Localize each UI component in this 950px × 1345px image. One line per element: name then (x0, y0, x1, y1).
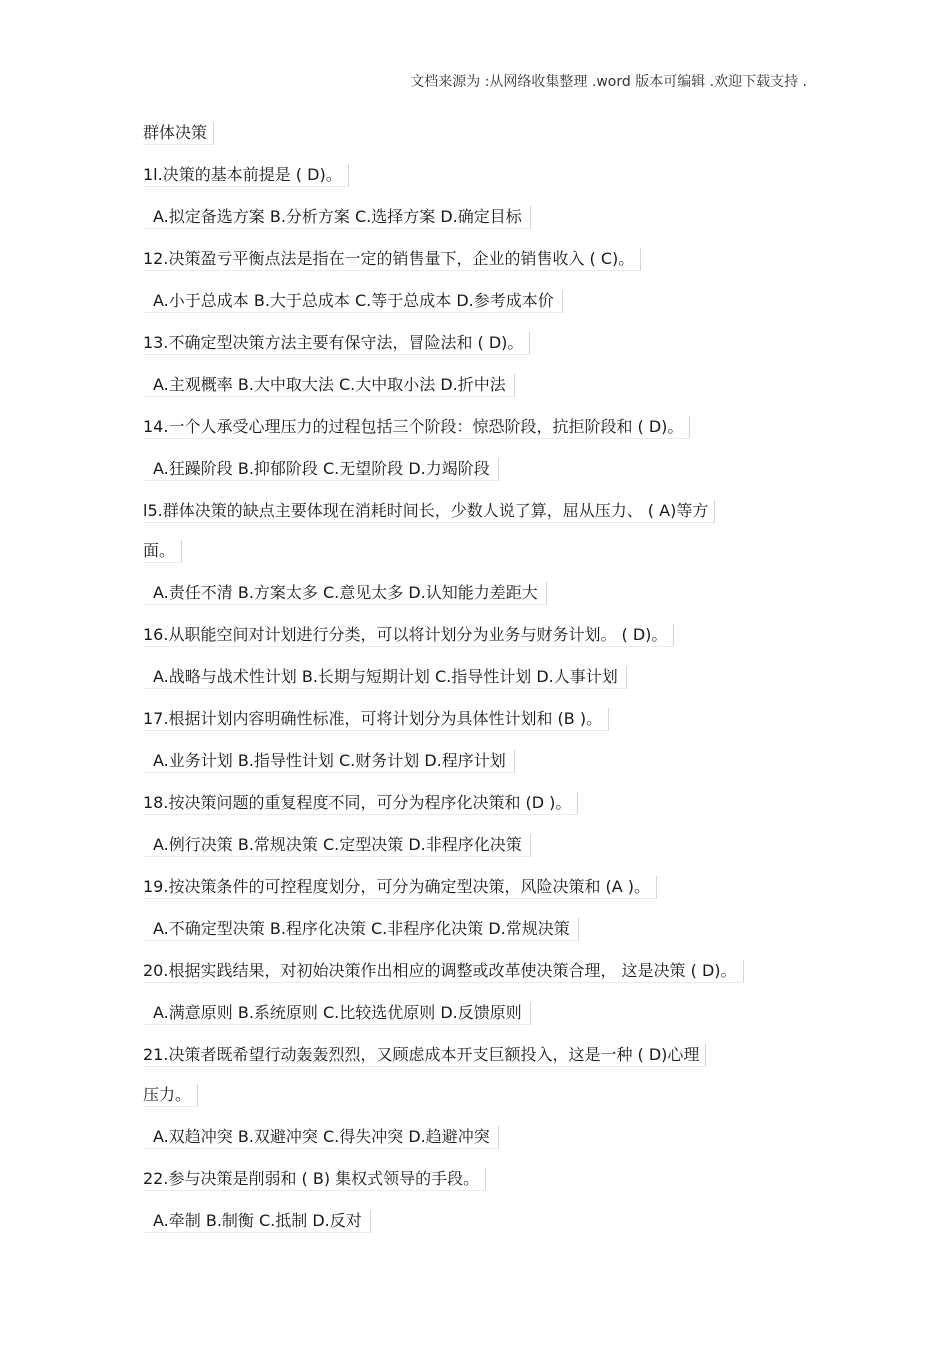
question-text: 18.按决策问题的重复程度不同，可分为程序化决策和 (D )。 (143, 792, 578, 815)
options-21 (143, 1126, 807, 1148)
question-11 (143, 164, 807, 186)
options-13 (143, 374, 807, 396)
options-text: A.牵制 B.制衡 C.抵制 D.反对 (143, 1210, 371, 1233)
question-text: 14.一个人承受心理压力的过程包括三个阶段：惊恐阶段，抗拒阶段和 ( D)。 (143, 416, 690, 439)
question-text: 17.根据计划内容明确性标准，可将计划分为具体性计划和 (B )。 (143, 708, 609, 731)
options-text: A.满意原则 B.系统原则 C.比较选优原则 D.反馈原则 (143, 1002, 531, 1025)
options-text: A.拟定备选方案 B.分析方案 C.选择方案 D.确定目标 (143, 206, 531, 229)
options-text: A.业务计划 B.指导性计划 C.财务计划 D.程序计划 (143, 750, 515, 773)
question-16 (143, 624, 807, 646)
question-text: 16.从职能空间对计划进行分类，可以将计划分为业务与财务计划。 ( D)。 (143, 624, 674, 647)
question-18 (143, 792, 807, 814)
options-12 (143, 290, 807, 312)
options-11 (143, 206, 807, 228)
question-text: l5.群体决策的缺点主要体现在消耗时间长，少数人说了算，屈从压力、 ( A)等方 (143, 500, 715, 523)
question-22 (143, 1168, 807, 1190)
options-17 (143, 750, 807, 772)
options-text: A.小于总成本 B.大于总成本 C.等于总成本 D.参考成本价 (143, 290, 563, 313)
options-text: A.主观概率 B.大中取大法 C.大中取小法 D.折中法 (143, 374, 515, 397)
options-text: A.双趋冲突 B.双避冲突 C.得失冲突 D.趋避冲突 (143, 1126, 499, 1149)
question-19 (143, 876, 807, 898)
question-text: 19.按决策条件的可控程度划分，可分为确定型决策，风险决策和 (A )。 (143, 876, 657, 899)
question-13 (143, 332, 807, 354)
question-text-continued: 压力。 (143, 1084, 198, 1107)
question-text: 1l.决策的基本前提是 ( D)。 (143, 164, 349, 187)
section-title-row (143, 122, 807, 144)
question-15 (143, 500, 807, 522)
options-text: A.不确定型决策 B.程序化决策 C.非程序化决策 D.常规决策 (143, 918, 579, 941)
question-14 (143, 416, 807, 438)
options-15 (143, 582, 807, 604)
options-14 (143, 458, 807, 480)
question-21 (143, 1044, 807, 1066)
options-text: A.责任不清 B.方案太多 C.意见太多 D.认知能力差距大 (143, 582, 547, 605)
question-21-continued (143, 1084, 807, 1106)
question-15-continued (143, 540, 807, 562)
options-19 (143, 918, 807, 940)
question-12 (143, 248, 807, 270)
question-text: 22.参与决策是削弱和 ( B) 集权式领导的手段。 (143, 1168, 486, 1191)
options-text: A.狂躁阶段 B.抑郁阶段 C.无望阶段 D.力竭阶段 (143, 458, 499, 481)
question-text-continued: 面。 (143, 540, 182, 563)
options-22 (143, 1210, 807, 1232)
question-text: 12.决策盈亏平衡点法是指在一定的销售量下，企业的销售收入 ( C)。 (143, 248, 641, 271)
page-header-note: 文档来源为 :从网络收集整理 .word 版本可编辑 .欢迎下载支持 . (410, 74, 807, 90)
section-title: 群体决策 (143, 122, 214, 145)
options-16 (143, 666, 807, 688)
options-20 (143, 1002, 807, 1024)
options-18 (143, 834, 807, 856)
document-body (143, 122, 807, 1252)
options-text: A.战略与战术性计划 B.长期与短期计划 C.指导性计划 D.人事计划 (143, 666, 627, 689)
options-text: A.例行决策 B.常规决策 C.定型决策 D.非程序化决策 (143, 834, 531, 857)
question-text: 20.根据实践结果，对初始决策作出相应的调整或改革使决策合理， 这是决策 ( D)。 (143, 960, 744, 983)
question-text: 13.不确定型决策方法主要有保守法，冒险法和 ( D)。 (143, 332, 530, 355)
question-20 (143, 960, 807, 982)
question-text: 21.决策者既希望行动轰轰烈烈，又顾虑成本开支巨额投入，这是一种 ( D)心理 (143, 1044, 706, 1067)
question-17 (143, 708, 807, 730)
